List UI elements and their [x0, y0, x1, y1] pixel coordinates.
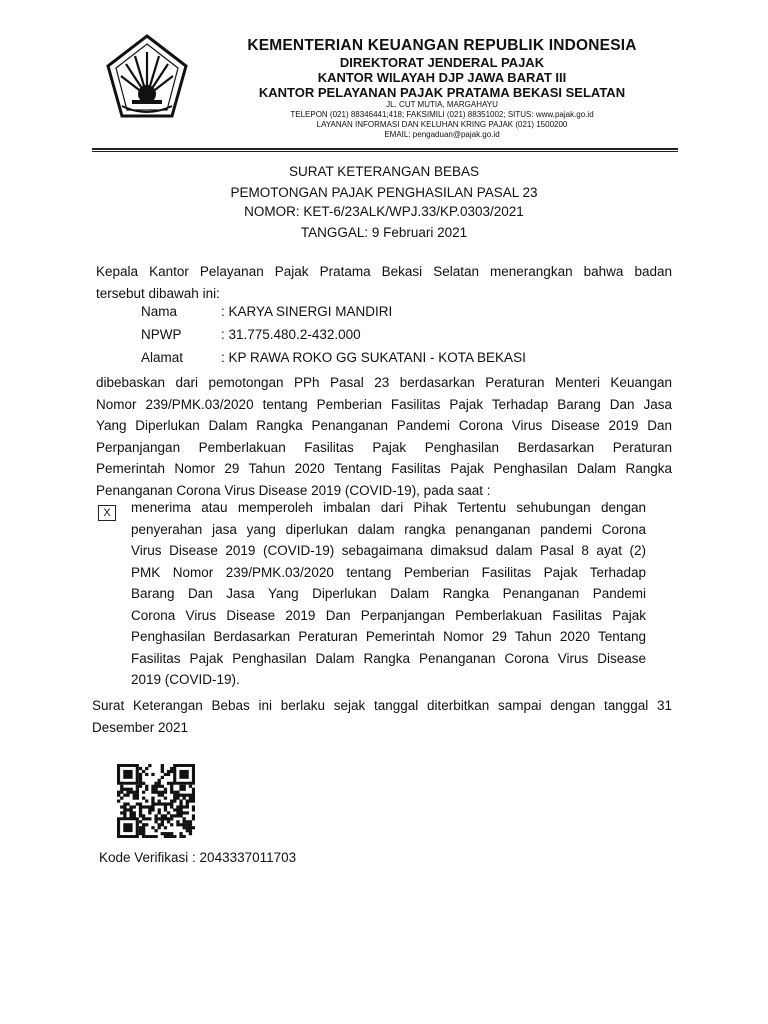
identity-row-npwp [141, 325, 526, 348]
document-number: NOMOR: KET-6/23ALK/WPJ.33/KP.0303/2021 [244, 204, 524, 219]
identity-label: Nama [141, 304, 178, 319]
tax-office-name: KANTOR PELAYANAN PAJAK PRATAMA BEKASI SELATAN [258, 85, 626, 100]
paragraph-line: Surat Keterangan Bebas ini berlaku sejak tanggal diterbitkan sampai dengan tanggal 31 [92, 698, 672, 713]
paragraph-line: Fasilitas Pajak Penghasilan Dalam Rangka Penanganan Corona Virus Disease [131, 650, 646, 666]
letterhead [200, 36, 684, 140]
paragraph-line: Barang Dan Jasa Yang Diperlukan Dalam Rangka Penanganan Pandemi [131, 586, 646, 601]
header-divider [92, 148, 678, 150]
paragraph-line: Virus Disease 2019 (COVID-19) sebagaimana dimaksud dalam Pasal 8 ayat (2) [131, 543, 646, 558]
intro-paragraph [96, 261, 672, 304]
paragraph-line: Yang Diperlukan Dalam Rangka Penanganan Pandemi Corona Virus Disease 2019 Dan [96, 418, 672, 433]
paragraph-line: PMK Nomor 239/PMK.03/2020 tentang Pemberian Fasilitas Pajak Terhadap [131, 564, 646, 580]
paragraph-line: Corona Virus Disease 2019 Dan Perpanjangan Pemberlakuan Fasilitas Pajak [131, 607, 646, 623]
qr-code [117, 764, 195, 838]
identity-label: NPWP [141, 327, 182, 342]
identity-label: Alamat [141, 350, 184, 365]
paragraph-line: Desember 2021 [92, 719, 189, 735]
office-info-line: LAYANAN INFORMASI DAN KELUHAN KRING PAJAK (021) 1500200 [316, 120, 568, 129]
identity-row-address [141, 348, 526, 371]
paragraph-line: Penghasilan Berdasarkan Peraturan Pemerintah Nomor 29 Tahun 2020 Tentang [131, 629, 646, 644]
paragraph-line: Penanganan Corona Virus Disease 2019 (COVID-19), pada saat : [96, 482, 491, 498]
condition-checkbox: X [98, 505, 116, 521]
paragraph-line: dibebaskan dari pemotongan PPh Pasal 23 berdasarkan Peraturan Menteri Keuangan [96, 375, 672, 390]
identity-row-name [141, 302, 526, 325]
regional-office-name: KANTOR WILAYAH DJP JAWA BARAT III [317, 70, 567, 85]
identity-value: : 31.775.480.2-432.000 [221, 327, 361, 342]
paragraph-line: menerima atau memperoleh imbalan dari Pihak Tertentu sehubungan dengan [131, 500, 646, 515]
identity-value: : KP RAWA ROKO GG SUKATANI - KOTA BEKASI [221, 350, 526, 365]
header-divider-thin [92, 151, 678, 152]
validity-paragraph [92, 695, 672, 738]
paragraph-line: Pemerintah Nomor 29 Tahun 2020 Tentang Fasilitas Pajak Penghasilan Dalam Rangka [96, 461, 672, 476]
document-subtitle: PEMOTONGAN PAJAK PENGHASILAN PASAL 23 [230, 185, 538, 200]
paragraph-line: 2019 (COVID-19). [131, 672, 240, 687]
intro-line: tersebut dibawah ini: [96, 285, 220, 301]
taxpayer-identity [141, 302, 526, 371]
verification-code: Kode Verifikasi : 2043337011703 [99, 850, 297, 865]
exemption-basis-paragraph [96, 372, 672, 501]
office-contact: TELEPON (021) 88346441;418; FAKSIMILI (021) 88351002; SITUS: www.pajak.go.id [290, 110, 594, 119]
paragraph-line: penyerahan jasa yang diperlukan dalam rangka penanganan pandemi Corona [131, 521, 646, 537]
intro-line: Kepala Kantor Pelayanan Pajak Pratama Bekasi Selatan menerangkan bahwa badan [96, 264, 672, 279]
office-address: JL. CUT MUTIA, MARGAHAYU [386, 100, 498, 109]
ministry-emblem-logo [102, 34, 192, 124]
identity-value: : KARYA SINERGI MANDIRI [221, 304, 393, 319]
ministry-name: KEMENTERIAN KEUANGAN REPUBLIK INDONESIA [247, 37, 637, 54]
document-title: SURAT KETERANGAN BEBAS [288, 164, 480, 179]
document-date: TANGGAL: 9 Februari 2021 [300, 225, 468, 240]
document-title-block [120, 162, 648, 242]
paragraph-line: Nomor 239/PMK.03/2020 tentang Pemberian Fasilitas Pajak Terhadap Barang Dan Jasa [96, 396, 672, 412]
directorate-name: DIREKTORAT JENDERAL PAJAK [339, 55, 545, 70]
condition-paragraph [131, 497, 646, 691]
paragraph-line: Perpanjangan Pemberlakuan Fasilitas Pajak Penghasilan Berdasarkan Peraturan [96, 439, 672, 455]
office-email: EMAIL: pengaduan@pajak.go.id [384, 130, 500, 139]
